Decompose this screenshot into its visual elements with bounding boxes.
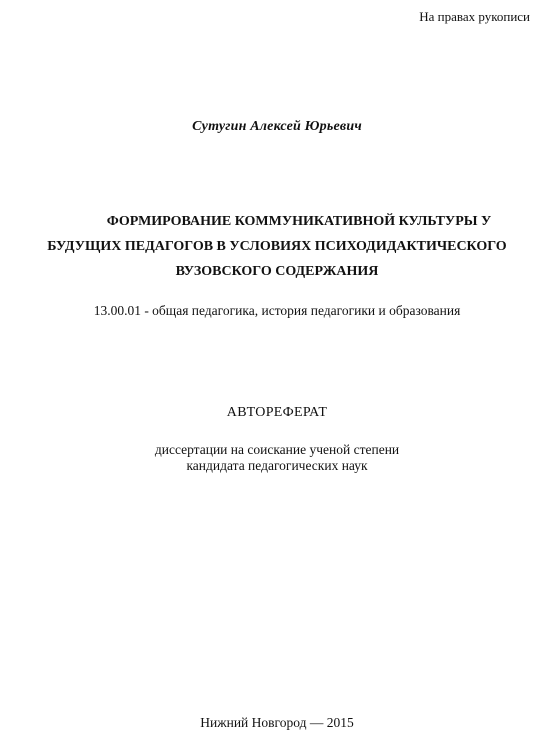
title-line-2: БУДУЩИХ ПЕДАГОГОВ В УСЛОВИЯХ ПСИХОДИДАКТИЧЕСКОГО xyxy=(47,239,507,254)
document-type: АВТОРЕФЕРАТ xyxy=(226,405,328,420)
title-line-3: ВУЗОВСКОГО СОДЕРЖАНИЯ xyxy=(175,264,379,279)
title-line-1: ФОРМИРОВАНИЕ КОММУНИКАТИВНОЙ КУЛЬТУРЫ У xyxy=(106,214,492,229)
purpose-line-1: диссертации на соискание ученой степени xyxy=(154,442,400,457)
rights-note: На правах рукописи xyxy=(419,9,530,24)
specialty-code: 13.00.01 - общая педагогика, история педагогики и образования xyxy=(93,303,461,318)
purpose-line-2: кандидата педагогических наук xyxy=(186,458,368,473)
document-purpose xyxy=(0,442,554,474)
place-and-year: Нижний Новгород — 2015 xyxy=(200,715,354,730)
dissertation-title xyxy=(0,209,554,284)
author-name: Сутугин Алексей Юрьевич xyxy=(192,119,362,134)
